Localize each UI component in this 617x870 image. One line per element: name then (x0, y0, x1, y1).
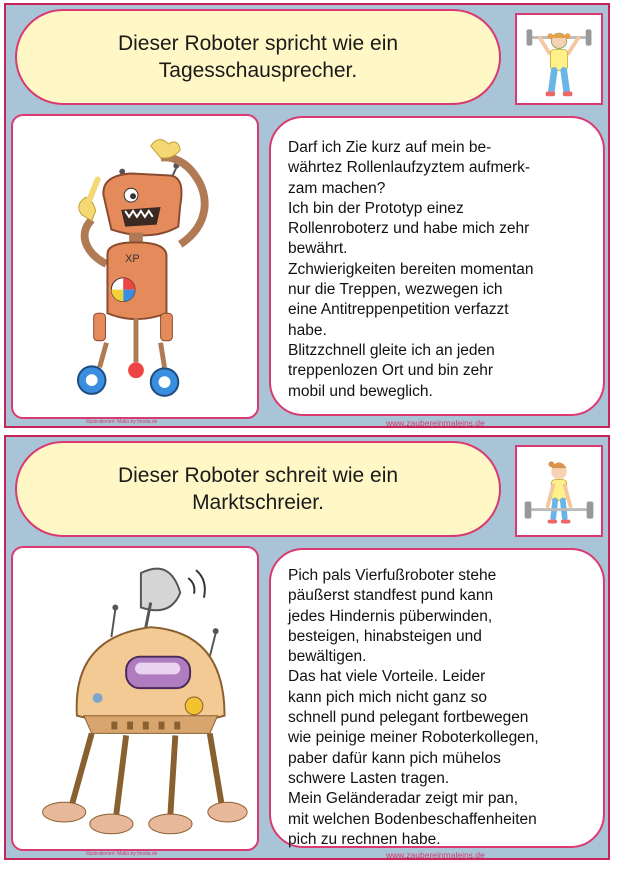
girl-lifting-barbell-icon (517, 15, 601, 103)
robot-description: Darf ich Zie kurz auf mein be- währtez Rollenlaufzyztem aufmerk- zam machen? Ich bin der Prototyp einez Rollenroboterz und habe mich zehr bewährt. Zchwierigkeiten bereiten momentan nur die Treppen, wezwegen ich eine Antitreppenpetition verfazzt habe. Blitzzchnell gleite ich an jeden treppenlozen Ort und bin zehr mobil und beweglich. (288, 139, 534, 400)
robot-card-1 (4, 3, 610, 428)
robot-chest-label: XP (125, 253, 140, 266)
robot-description-box (269, 116, 605, 416)
four-legged-radar-robot-icon (13, 548, 257, 849)
website-url: www.zaubereinmaleins.de (386, 850, 485, 860)
robot-card-2 (4, 435, 610, 860)
website-url: www.zaubereinmaleins.de (386, 418, 485, 428)
girl-lifting-barbell-low-icon (517, 447, 601, 535)
card-title-bubble (15, 9, 501, 105)
thumbnail-frame (515, 445, 603, 537)
wheeled-robot-icon (13, 116, 257, 417)
robot-description-box (269, 548, 605, 848)
robot-description: Pich pals Vierfußroboter stehe päußerst standfest pund kann jedes Hindernis püberwinden, besteigen, hinabsteigen und bewältigen. Das hat viele Vorteile. Leider kann pich mich nicht ganz so schnell pund pelegant fortbewegen wie peinige meiner Roboterkollegen, paber dafür kann pich mühelos schwere Lasten tragen. Mein Geländeradar zeigt mir pan, mit welchen Bodenbeschaffenheiten pich zu rechnen habe. (288, 567, 539, 848)
card-title-bubble (15, 441, 501, 537)
illustration-credit: Illustrationen: Malia by fotolia.de (86, 419, 158, 425)
robot-illustration-frame (11, 546, 259, 851)
card-title: Dieser Roboter schreit wie ein Marktschreier. (117, 464, 399, 514)
card-title: Dieser Roboter spricht wie ein Tagesschausprecher. (117, 32, 399, 82)
thumbnail-frame (515, 13, 603, 105)
illustration-credit: Illustrationen: Malia by fotolia.de (86, 851, 158, 857)
robot-illustration-frame (11, 114, 259, 419)
